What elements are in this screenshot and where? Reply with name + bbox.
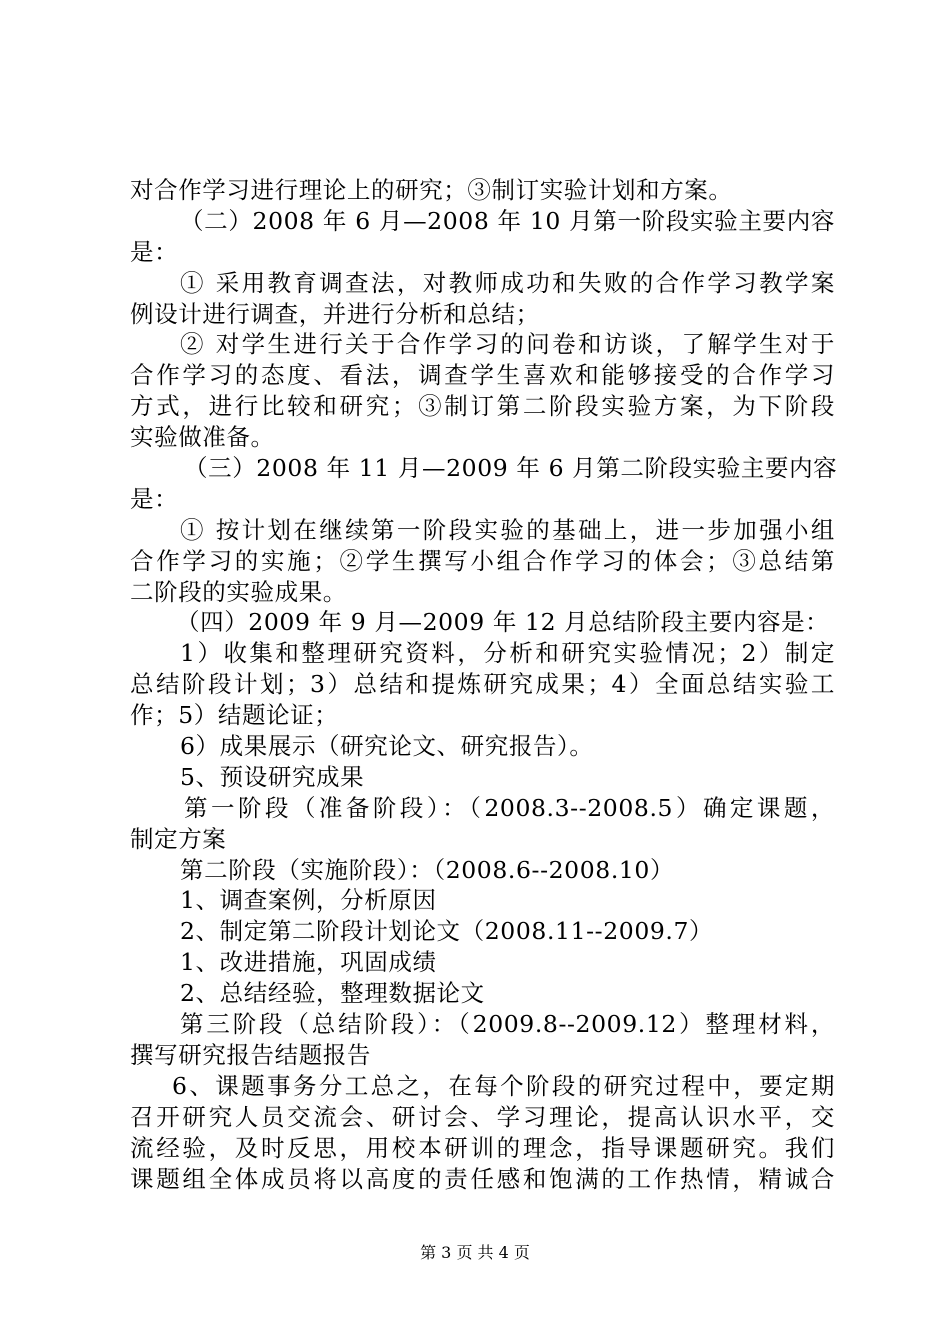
list-item: 6）成果展示（研究论文、研究报告）。 xyxy=(180,732,594,761)
text-line: 实验做准备。 xyxy=(130,423,275,452)
list-item: 2、总结经验，整理数据论文 xyxy=(180,979,485,1008)
text-line: 流经验，及时反思，用校本研训的理念，指导课题研究。我们 xyxy=(130,1133,835,1162)
text-line: 撰写研究报告结题报告 xyxy=(130,1040,371,1069)
list-item: ① 采用教育调查法，对教师成功和失败的合作学习教学案 xyxy=(180,268,835,297)
list-item: 1、调查案例，分析原因 xyxy=(180,886,437,915)
phase-line: 第三阶段（总结阶段）：（2009.8--2009.12）整理材料， xyxy=(180,1010,835,1039)
text-line: 合作学习的实施；②学生撰写小组合作学习的体会；③总结第 xyxy=(130,546,835,575)
section-heading: （二）2008 年 6 月—2008 年 10 月第一阶段实验主要内容 xyxy=(180,206,835,235)
page-number-footer: 第 3 页 共 4 页 xyxy=(420,1243,530,1262)
section-heading: 6、课题事务分工总之，在每个阶段的研究过程中，要定期 xyxy=(172,1071,835,1100)
text-line: 课题组全体成员将以高度的责任感和饱满的工作热情，精诚合 xyxy=(130,1164,835,1193)
list-item: 2、制定第二阶段计划论文（2008.11--2009.7） xyxy=(180,917,714,946)
phase-line: 第二阶段（实施阶段）：（2008.6--2008.10） xyxy=(180,855,675,884)
text-line: 总结阶段计划；3）总结和提炼研究成果；4）全面总结实验工 xyxy=(130,670,835,699)
list-item: ② 对学生进行关于合作学习的问卷和访谈，了解学生对于 xyxy=(180,330,835,359)
text-line: 是： xyxy=(130,237,179,266)
list-item: 1、改进措施，巩固成绩 xyxy=(180,948,437,977)
document-body xyxy=(130,175,838,1194)
section-heading: （四）2009 年 9 月—2009 年 12 月总结阶段主要内容是： xyxy=(176,608,830,637)
text-line: 作；5）结题论证； xyxy=(130,701,339,730)
text-line: 是： xyxy=(130,484,179,513)
text-line: 方式，进行比较和研究；③制订第二阶段实验方案，为下阶段 xyxy=(130,392,835,421)
text-line: 二阶段的实验成果。 xyxy=(130,577,347,606)
text-line: 召开研究人员交流会、研讨会、学习理论，提高认识水平，交 xyxy=(130,1102,835,1131)
text-line: 合作学习的态度、看法，调查学生喜欢和能够接受的合作学习 xyxy=(130,361,835,390)
phase-line: 第一阶段（准备阶段）：（2008.3--2008.5）确定课题， xyxy=(184,793,835,822)
list-item: 1）收集和整理研究资料，分析和研究实验情况；2）制定 xyxy=(180,639,835,668)
text-line: 例设计进行调查，并进行分析和总结； xyxy=(130,299,540,328)
text-line: 制定方案 xyxy=(130,824,227,853)
section-heading: （三）2008 年 11 月—2009 年 6 月第二阶段实验主要内容 xyxy=(184,454,838,483)
section-heading: 5、预设研究成果 xyxy=(180,762,365,791)
list-item: ① 按计划在继续第一阶段实验的基础上，进一步加强小组 xyxy=(180,515,835,544)
text-line: 对合作学习进行理论上的研究；③制订实验计划和方案。 xyxy=(130,176,733,204)
